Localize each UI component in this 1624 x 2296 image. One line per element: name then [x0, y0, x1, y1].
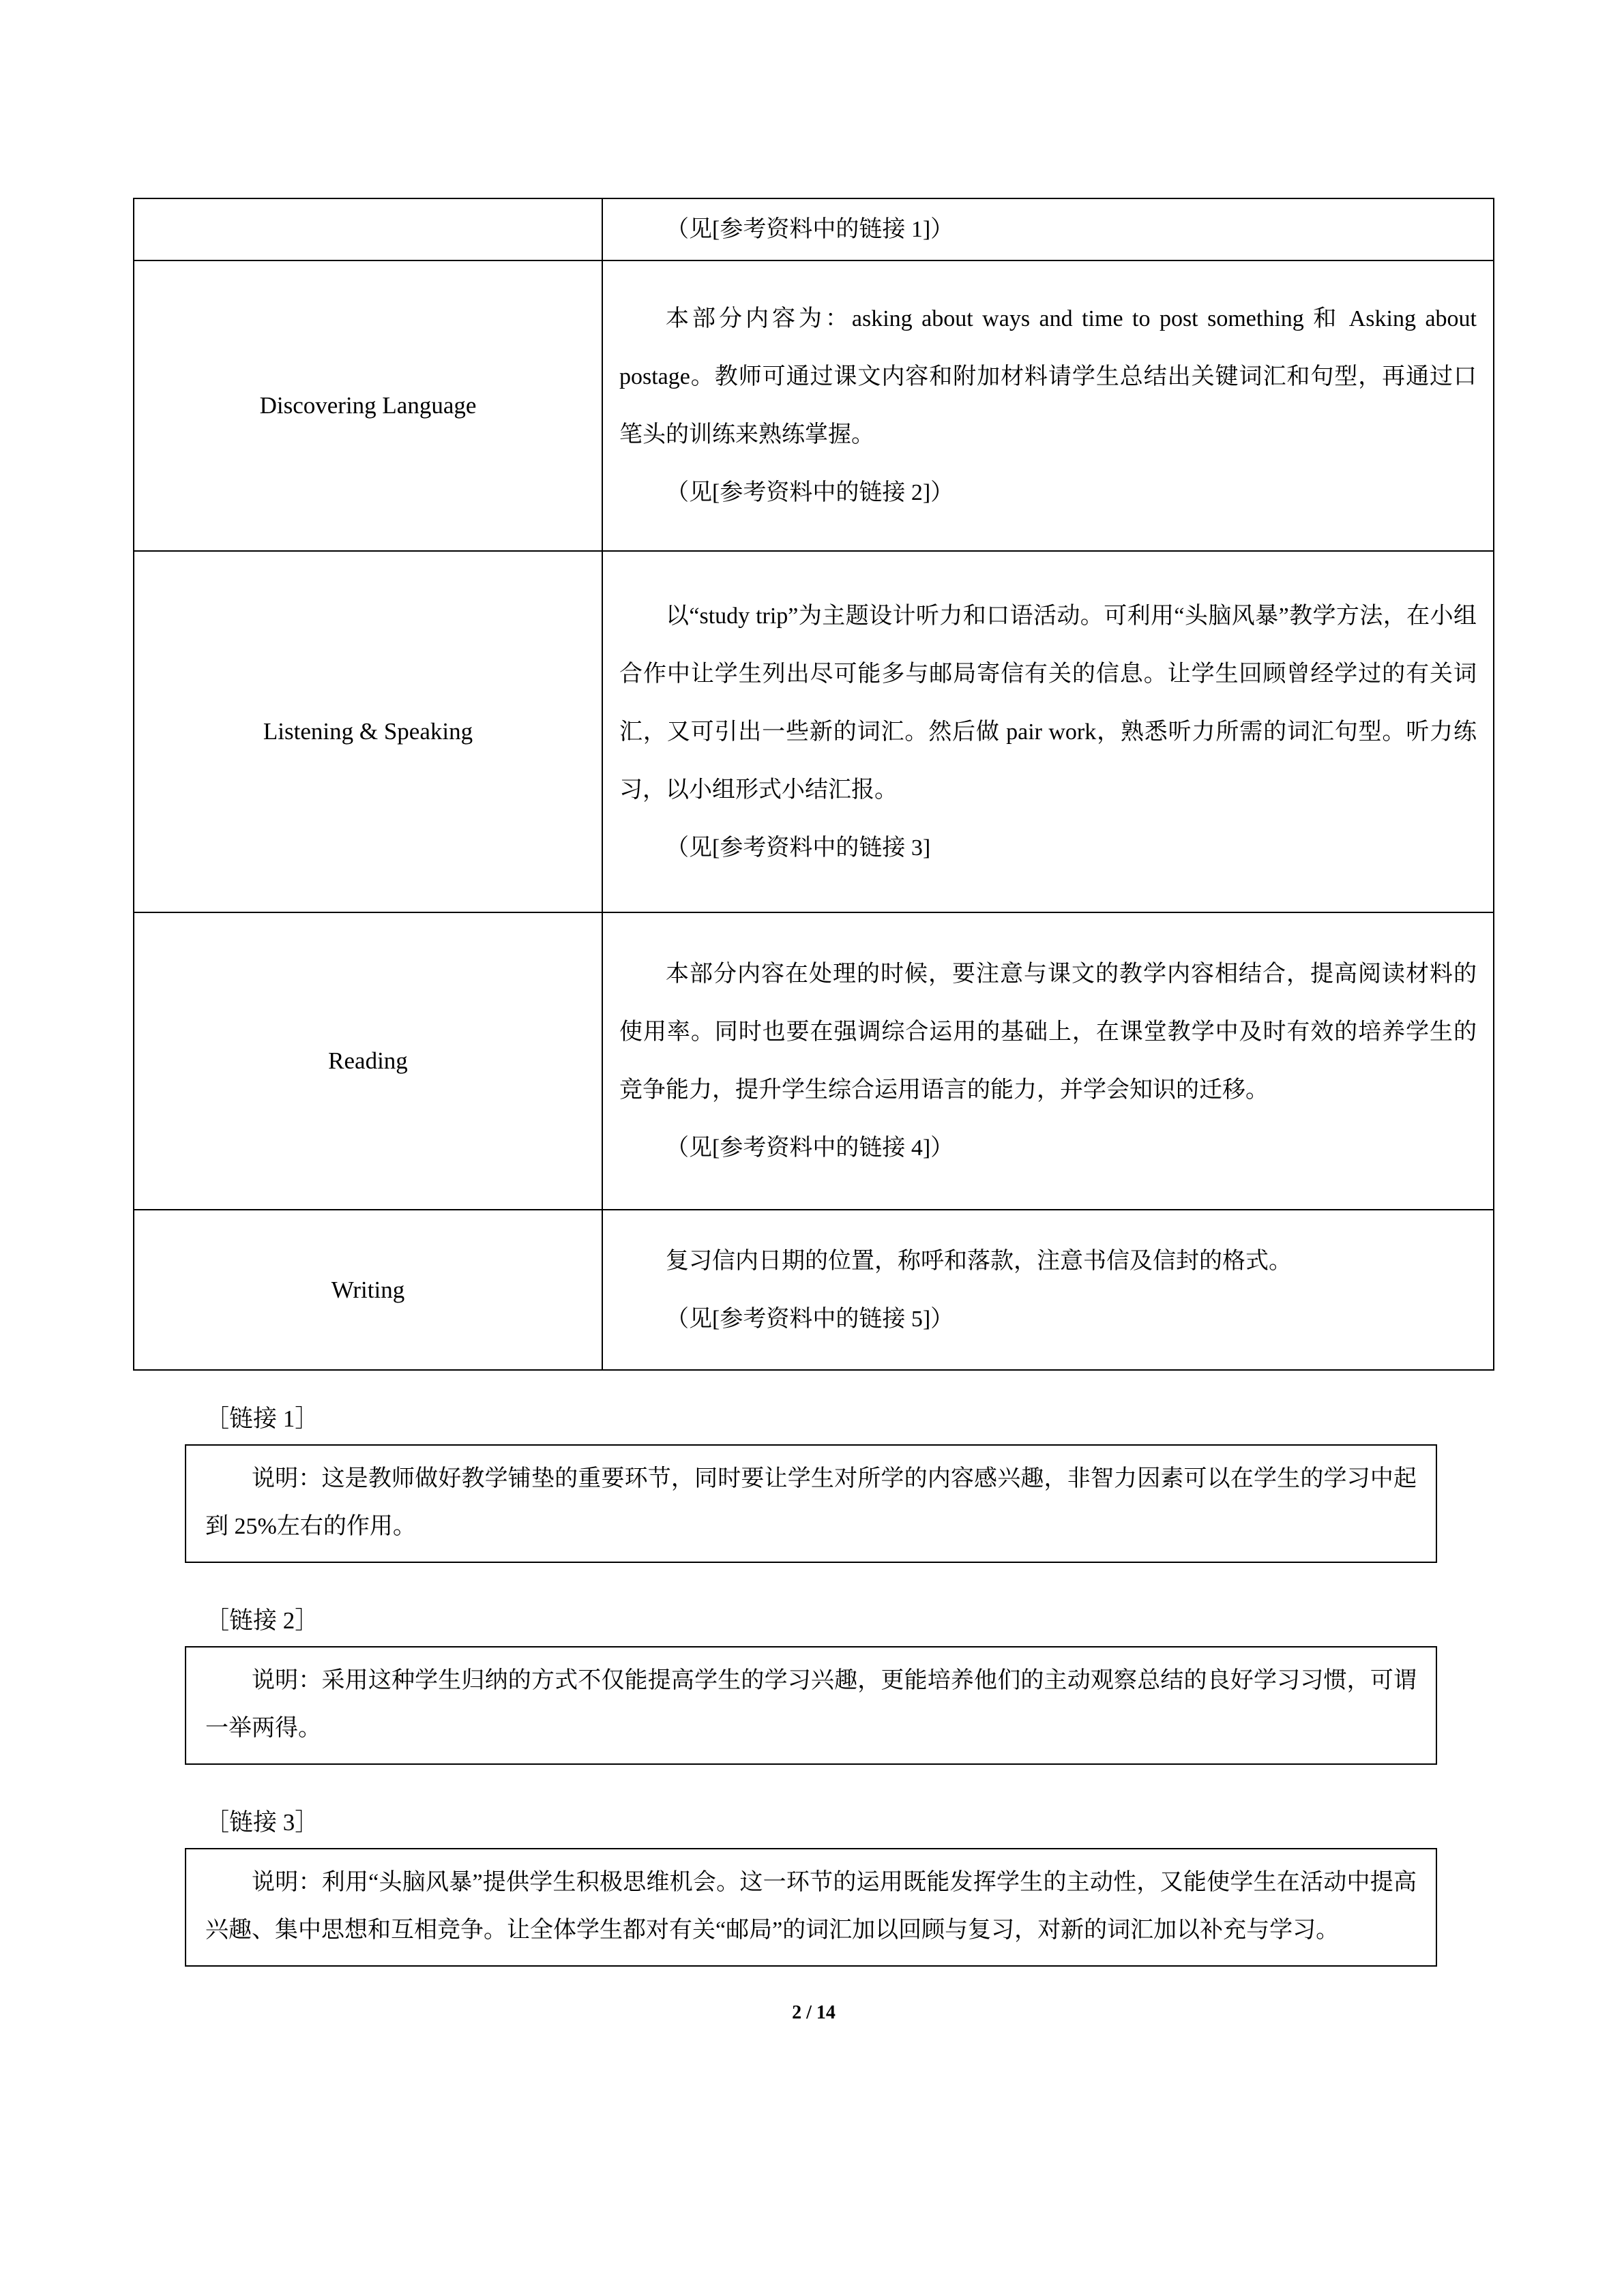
table-row-discovering-language — [134, 260, 1494, 551]
reference-note: （见[参考资料中的链接 2]） — [666, 480, 954, 505]
link-note-box — [185, 1848, 1437, 1967]
link-note-text: 说明：利用“头脑风暴”提供学生积极思维机会。这一环节的运用既能发挥学生的主动性，又能使学生在活动中提高兴趣、集中思想和互相竞争。让全体学生都对有关“邮局”的词汇加以回顾与复习，对新的词汇加以补充与学习。 — [205, 1870, 1417, 1943]
section-label: Discovering Language — [134, 260, 602, 551]
section-content — [602, 912, 1494, 1210]
link-note-box — [185, 1646, 1437, 1765]
reference-note: （见[参考资料中的链接 1]） — [666, 217, 954, 242]
section-content — [602, 198, 1494, 260]
teaching-plan-table — [133, 198, 1494, 1371]
reference-note: （见[参考资料中的链接 5]） — [666, 1306, 954, 1332]
reference-note: （见[参考资料中的链接 3] — [666, 835, 931, 861]
section-description: 以“study trip”为主题设计听力和口语活动。可利用“头脑风暴”教学方法，在小组合作中让学生列出尽可能多与邮局寄信有关的信息。让学生回顾曾经学过的有关词汇，又可引出一些新的词汇。然后做 pair work，熟悉听力所需的词汇句型。听力练习，以小组形式小结汇报。 — [619, 603, 1477, 803]
section-label: Listening & Speaking — [134, 551, 602, 912]
table-row-reading — [134, 912, 1494, 1210]
section-description: 本部分内容为：asking about ways and time to post something 和 Asking about postage。教师可通过课文内容和附加材料请学生总结出关键词汇和句型，再通过口笔头的训练来熟练掌握。 — [619, 306, 1477, 447]
section-label-empty — [134, 198, 602, 260]
reference-note: （见[参考资料中的链接 4]） — [666, 1135, 954, 1161]
table-row-listening-speaking — [134, 551, 1494, 912]
section-content — [602, 260, 1494, 551]
section-content — [602, 1210, 1494, 1370]
link-section-1 — [185, 1399, 1437, 1563]
page-number: 2 / 14 — [792, 2002, 836, 2023]
link-notes-area — [185, 1399, 1437, 1967]
link-title: ［链接 2］ — [205, 1607, 319, 1634]
section-description: 本部分内容在处理的时候，要注意与课文的教学内容相结合，提高阅读材料的使用率。同时也要在强调综合运用的基础上，在课堂教学中及时有效的培养学生的竞争能力，提升学生综合运用语言的能力，并学会知识的迁移。 — [619, 961, 1477, 1103]
link-note-text: 说明：这是教师做好教学铺垫的重要环节，同时要让学生对所学的内容感兴趣，非智力因素可以在学生的学习中起到 25%左右的作用。 — [205, 1466, 1417, 1539]
link-section-2 — [185, 1601, 1437, 1765]
link-note-box — [185, 1444, 1437, 1563]
section-content — [602, 551, 1494, 912]
link-title: ［链接 1］ — [205, 1405, 319, 1432]
table-row-writing — [134, 1210, 1494, 1370]
link-note-text: 说明：采用这种学生归纳的方式不仅能提高学生的学习兴趣，更能培养他们的主动观察总结的良好学习习惯，可谓一举两得。 — [205, 1668, 1417, 1741]
link-section-3 — [185, 1803, 1437, 1967]
link-title: ［链接 3］ — [205, 1809, 319, 1836]
section-label: Writing — [134, 1210, 602, 1370]
page-content — [133, 198, 1494, 2024]
section-description: 复习信内日期的位置，称呼和落款，注意书信及信封的格式。 — [666, 1248, 1292, 1274]
section-label: Reading — [134, 912, 602, 1210]
table-row-continuation — [134, 198, 1494, 260]
